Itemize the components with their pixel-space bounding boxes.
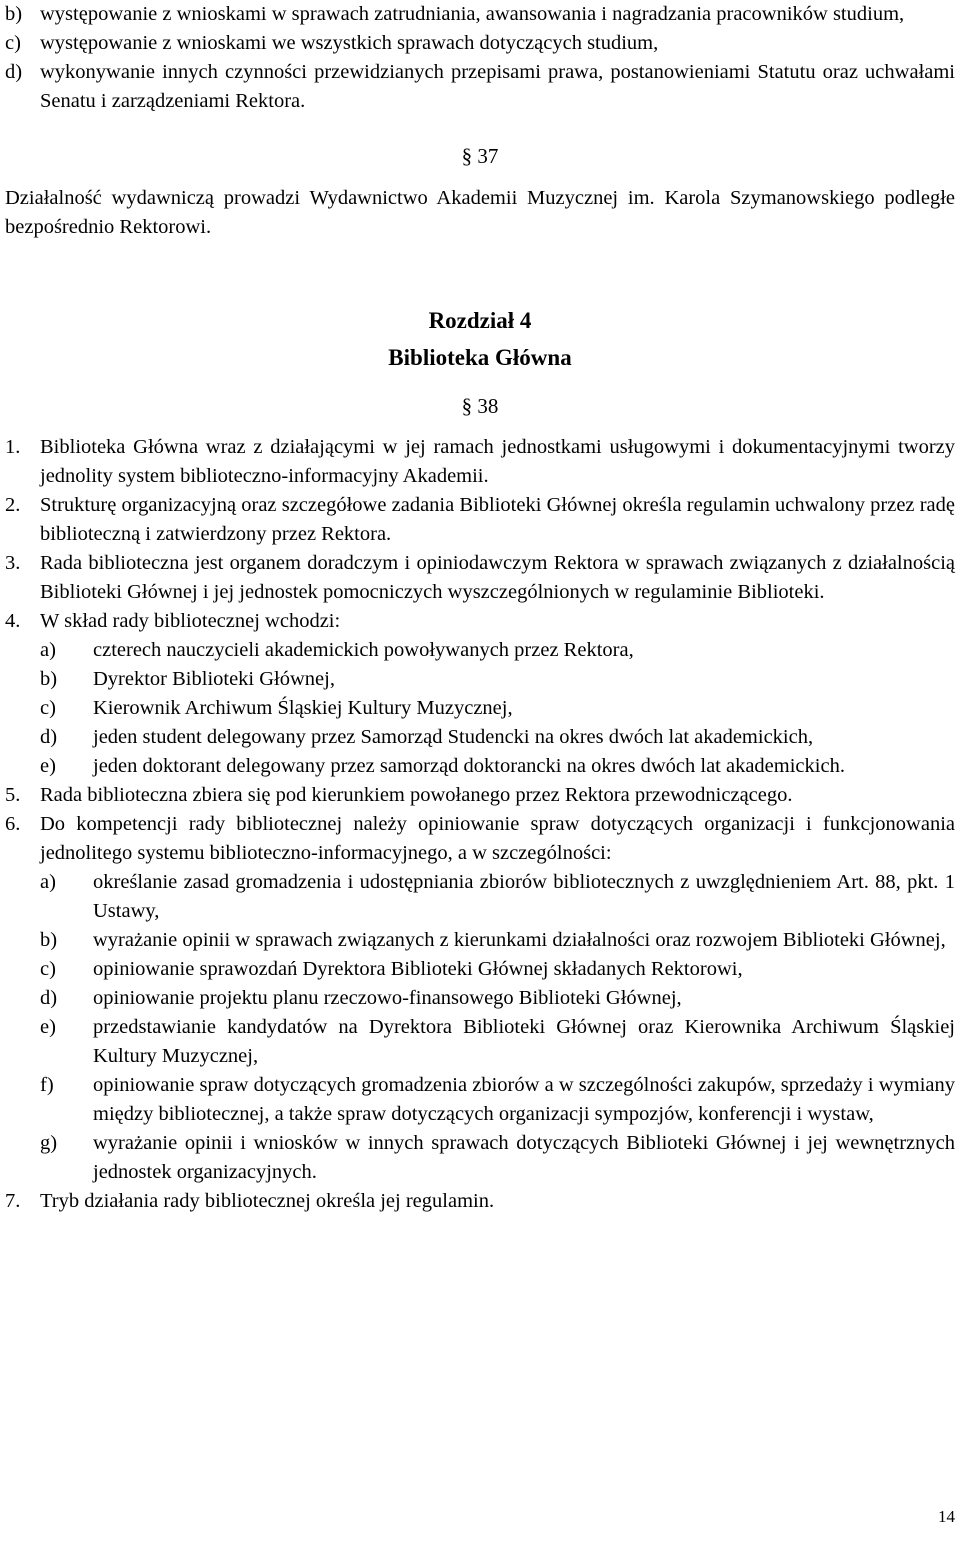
list-item — [5, 58, 955, 116]
sublist-item — [40, 694, 955, 723]
list-item — [5, 491, 955, 549]
sublist-item — [40, 723, 955, 752]
sub-text: Dyrektor Biblioteki Głównej, — [93, 668, 335, 690]
sub-label: e) — [40, 1016, 56, 1038]
sub-text: opiniowanie projektu planu rzeczowo-finansowego Biblioteki Głównej, — [93, 987, 682, 1009]
item-number: 4. — [5, 610, 21, 632]
list-item — [5, 433, 955, 491]
item-4-sublist — [40, 636, 955, 781]
item-text: Strukturę organizacyjną oraz szczegółowe zadania Biblioteki Głównej określa regulamin uchwalony przez radę biblioteczną i zatwierdzony przez Rektora. — [40, 494, 955, 545]
sublist-item — [40, 868, 955, 926]
sublist-item — [40, 1071, 955, 1129]
sub-label: c) — [40, 958, 56, 980]
list-item — [5, 1187, 955, 1216]
sub-text: opiniowanie sprawozdań Dyrektora Biblioteki Głównej składanych Rektorowi, — [93, 958, 743, 980]
list-item — [5, 781, 955, 810]
sub-label: a) — [40, 639, 56, 661]
sublist-item — [40, 955, 955, 984]
item-text: Rada biblioteczna jest organem doradczym i opiniodawczym Rektora w sprawach związanych z działalnością Biblioteki Głównej i jej jednostek pomocniczych wyszczególnionych w regulaminie Biblioteki. — [40, 552, 955, 603]
sub-label: g) — [40, 1132, 58, 1154]
section-37-heading: § 37 — [461, 144, 499, 168]
sub-label: a) — [40, 871, 56, 893]
sub-text: opiniowanie spraw dotyczących gromadzenia zbiorów a w szczególności zakupów, sprzedaży i wymiany między bibliotecznej, a także spraw dotyczących organizacji sympozjów, konferencji i wystaw, — [93, 1074, 955, 1125]
list-item — [5, 810, 955, 868]
sublist-item — [40, 752, 955, 781]
sub-text: jeden student delegowany przez Samorząd Studencki na okres dwóch lat akademickich, — [93, 726, 814, 748]
item-text: Do kompetencji rady bibliotecznej należy opiniowanie spraw dotyczących organizacji i funkcjonowania jednolitego systemu biblioteczno-informacyjnego, a w szczególności: — [40, 813, 955, 864]
sub-label: f) — [40, 1074, 54, 1096]
chapter-heading — [5, 302, 955, 376]
item-number: 3. — [5, 552, 21, 574]
item-number: 7. — [5, 1190, 21, 1212]
sub-label: c) — [40, 697, 56, 719]
item-number: 6. — [5, 813, 21, 835]
sublist-item — [40, 926, 955, 955]
sub-text: przedstawianie kandydatów na Dyrektora Biblioteki Głównej oraz Kierownika Archiwum Śląskiej Kultury Muzycznej, — [93, 1016, 955, 1067]
item-label: d) — [5, 61, 23, 83]
sub-text: Kierownik Archiwum Śląskiej Kultury Muzycznej, — [93, 697, 513, 719]
item-number: 2. — [5, 494, 21, 516]
sublist-item — [40, 636, 955, 665]
sublist-item — [40, 1129, 955, 1187]
item-text: Tryb działania rady bibliotecznej określa jej regulamin. — [40, 1190, 495, 1212]
chapter-number: Rozdział 4 — [428, 308, 532, 333]
item-text: W skład rady bibliotecznej wchodzi: — [40, 610, 341, 632]
sub-text: określanie zasad gromadzenia i udostępniania zbiorów bibliotecznych z uwzględnieniem Art. 88, pkt. 1 Ustawy, — [93, 871, 955, 922]
sub-label: b) — [40, 929, 58, 951]
section-37-text: Działalność wydawniczą prowadzi Wydawnictwo Akademii Muzycznej im. Karola Szymanowskiego podległe bezpośrednio Rektorowi. — [5, 187, 955, 238]
list-item — [5, 0, 955, 29]
item-text: Rada biblioteczna zbiera się pod kierunkiem powołanego przez Rektora przewodniczącego. — [40, 784, 793, 806]
item-6-sublist — [40, 868, 955, 1187]
continuation-list — [5, 0, 955, 116]
sub-label: e) — [40, 755, 56, 777]
item-number: 5. — [5, 784, 21, 806]
sub-label: d) — [40, 987, 58, 1009]
sub-text: jeden doktorant delegowany przez samorząd doktorancki na okres dwóch lat akademickich. — [93, 755, 845, 777]
sub-text: czterech nauczycieli akademickich powoływanych przez Rektora, — [93, 639, 634, 661]
sub-label: b) — [40, 668, 58, 690]
section-38-list — [5, 433, 955, 1216]
sub-text: wyrażanie opinii w sprawach związanych z kierunkami działalności oraz rozwojem Biblioteki Głównej, — [93, 929, 946, 951]
item-label: c) — [5, 32, 21, 54]
sub-text: wyrażanie opinii i wniosków w innych sprawach dotyczących Biblioteki Głównej i jej wewnętrznych jednostek organizacyjnych. — [93, 1132, 955, 1183]
item-label: b) — [5, 3, 23, 25]
item-text: występowanie z wnioskami w sprawach zatrudniania, awansowania i nagradzania pracowników studium, — [40, 3, 905, 25]
item-text: Biblioteka Główna wraz z działającymi w jej ramach jednostkami usługowymi i dokumentacyjnymi tworzy jednolity system biblioteczno-informacyjny Akademii. — [40, 436, 955, 487]
sublist-item — [40, 665, 955, 694]
item-text: występowanie z wnioskami we wszystkich sprawach dotyczących studium, — [40, 32, 659, 54]
sub-label: d) — [40, 726, 58, 748]
item-number: 1. — [5, 436, 21, 458]
sublist-item — [40, 1013, 955, 1071]
section-38-heading: § 38 — [461, 394, 499, 418]
list-item — [5, 607, 955, 636]
chapter-title: Biblioteka Główna — [388, 345, 572, 370]
page-number: 14 — [938, 1507, 955, 1526]
sublist-item — [40, 984, 955, 1013]
list-item — [5, 29, 955, 58]
item-text: wykonywanie innych czynności przewidzianych przepisami prawa, postanowieniami Statutu oraz uchwałami Senatu i zarządzeniami Rektora. — [40, 61, 955, 112]
list-item — [5, 549, 955, 607]
